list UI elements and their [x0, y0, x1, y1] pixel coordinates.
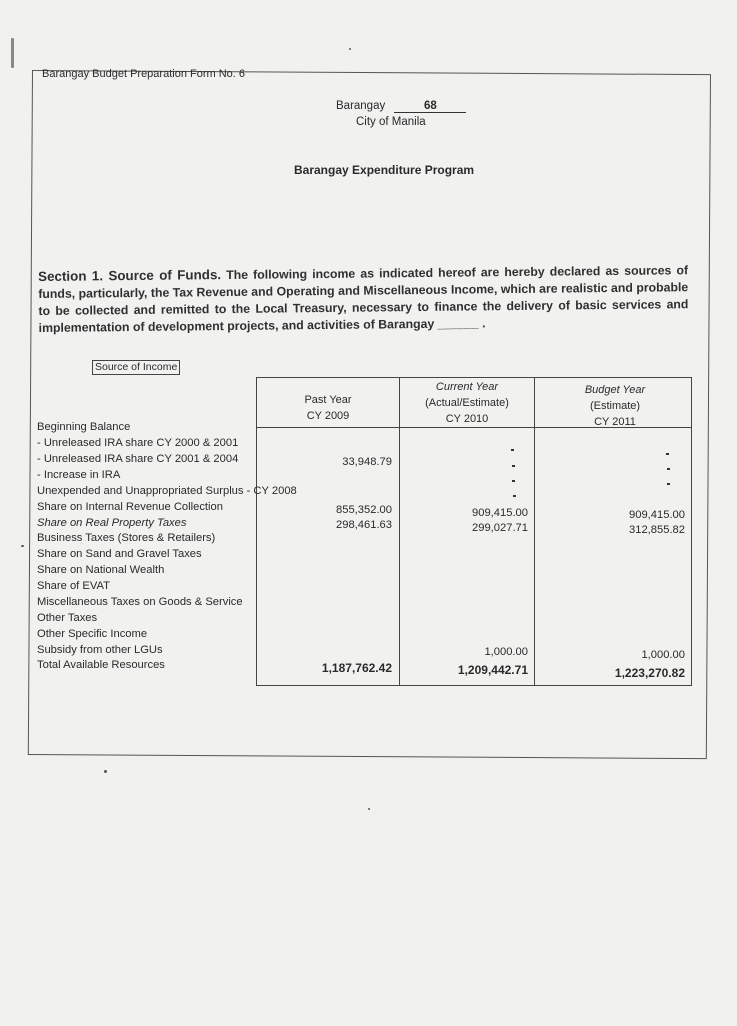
nil-dash: [667, 483, 670, 485]
city-label: City of Manila: [356, 116, 426, 128]
past-year-value: 298,461.63: [336, 519, 392, 531]
paper-speck: [11, 38, 14, 68]
column-header-current-year: [404, 379, 530, 427]
row-label: Share on National Wealth: [37, 564, 165, 576]
row-label: Other Taxes: [37, 612, 98, 624]
past-year-value: 33,948.79: [342, 456, 392, 468]
row-label: Miscellaneous Taxes on Goods & Service: [37, 596, 243, 608]
row-label: Share on Internal Revenue Collection: [37, 501, 223, 513]
total-budget-year: 1,223,270.82: [614, 666, 685, 680]
past-year-value: 855,352.00: [336, 504, 392, 516]
column-header-past-year: [262, 392, 394, 424]
column-header-line: Past Year: [304, 394, 352, 406]
paper-speck: [368, 808, 370, 810]
row-label: Total Available Resources: [37, 659, 165, 671]
total-current-year: 1,209,442.71: [457, 663, 528, 677]
nil-dash: [512, 465, 515, 467]
row-label: - Unreleased IRA share CY 2001 & 2004: [37, 453, 239, 465]
nil-dash: [513, 495, 516, 497]
column-header-line: CY 2009: [306, 410, 350, 422]
nil-dash: [512, 480, 515, 482]
paper-speck: [21, 545, 24, 547]
row-label: Unexpended and Unappropriated Surplus - CY 2008: [37, 485, 297, 497]
form-label: Barangay Budget Preparation Form No. 6: [42, 68, 246, 80]
row-label: Subsidy from other LGUs: [37, 644, 163, 656]
nil-dash: [511, 449, 514, 451]
column-header-line: Budget Year: [584, 384, 646, 396]
paper-speck: [104, 770, 107, 773]
column-divider: [691, 377, 692, 686]
column-header-line: (Actual/Estimate): [425, 397, 509, 409]
source-of-income-label: Source of Income: [92, 360, 180, 375]
section-paragraph: [38, 261, 689, 337]
current-year-value: 1,000.00: [484, 646, 528, 658]
barangay-line: [336, 100, 466, 113]
column-divider: [256, 377, 257, 686]
column-divider: [399, 377, 400, 686]
budget-year-value: 909,415.00: [629, 509, 685, 521]
table-border-bottom: [256, 685, 692, 686]
row-label: Beginning Balance: [37, 421, 131, 433]
barangay-number: 68: [394, 100, 466, 113]
table-border-top: [256, 377, 692, 378]
column-header-line: (Estimate): [589, 400, 641, 412]
row-label: Business Taxes (Stores & Retailers): [37, 532, 216, 544]
section-body: The following income as indicated hereof are hereby declared as sources of funds, particularly, the Tax Revenue and Operating and Miscellaneous Income, which are realistic and probable to be collected and remitted to the Local Treasury, necessary to finance the delivery of basic services and implementation of development projects, and activities of Barangay ______ .: [38, 263, 689, 335]
section-heading: Section 1. Source of Funds.: [38, 267, 222, 284]
row-label: Share on Sand and Gravel Taxes: [37, 548, 202, 560]
current-year-value: 909,415.00: [472, 507, 528, 519]
total-past-year: 1,187,762.42: [321, 661, 392, 675]
column-header-budget-year: [545, 382, 685, 430]
budget-year-value: 1,000.00: [641, 649, 685, 661]
row-label: - Unreleased IRA share CY 2000 & 2001: [37, 437, 239, 449]
column-header-line: Current Year: [435, 381, 499, 393]
document-title: Barangay Expenditure Program: [294, 163, 475, 177]
nil-dash: [667, 468, 670, 470]
barangay-label: Barangay: [336, 100, 386, 112]
paper-speck: [349, 48, 351, 50]
column-divider: [534, 377, 535, 686]
column-header-line: CY 2010: [445, 413, 489, 425]
budget-year-value: 312,855.82: [629, 524, 685, 536]
column-header-line: CY 2011: [594, 416, 636, 428]
row-label: Share of EVAT: [37, 580, 110, 592]
row-label: Share on Real Property Taxes: [37, 517, 187, 529]
row-label: Other Specific Income: [37, 628, 148, 640]
current-year-value: 299,027.71: [472, 522, 528, 534]
nil-dash: [666, 453, 669, 455]
row-label: - Increase in IRA: [37, 469, 121, 481]
